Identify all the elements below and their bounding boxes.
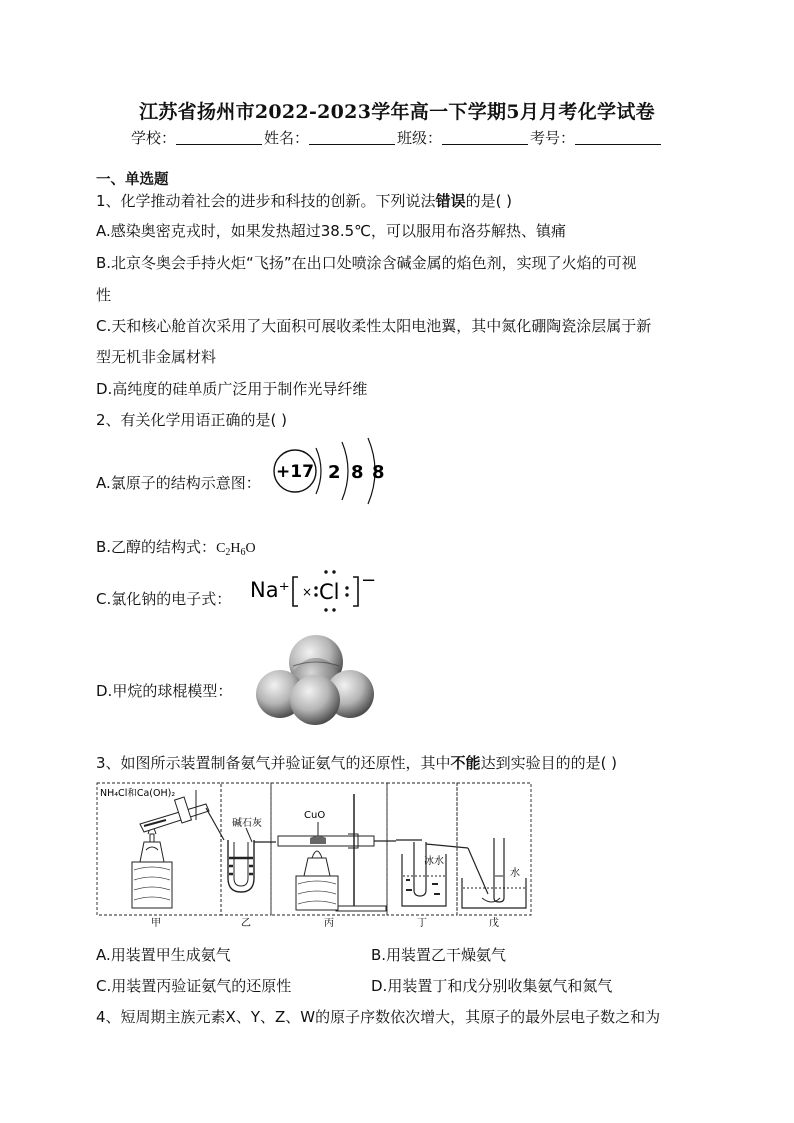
label-ding: 丁 [417, 918, 427, 929]
q3-stem [96, 752, 617, 773]
class-blank[interactable] [442, 130, 528, 145]
dot [345, 593, 348, 596]
ethanol-formula [216, 541, 256, 556]
soda-lime-label: 碱石灰 [232, 818, 262, 829]
right-bracket [353, 577, 358, 606]
sodium-ion: Na⁺ [250, 578, 290, 602]
test-tube [140, 804, 209, 832]
school-label: 学校： [130, 129, 176, 147]
alcohol-lamp-jia [140, 842, 164, 862]
q4-stem: 4、短周期主族元素X、Y、Z、W的原子序数依次增大，其原子的最外层电子数之和为 [96, 1008, 661, 1026]
q3-option-b: B.用装置乙干燥氨气 [371, 946, 507, 964]
q1-option-b-line1: B.北京冬奥会手持火炬“飞扬”在出口处喷涂含碱金属的焰色剂，实现了火焰的可视 [96, 254, 637, 272]
q1-stem-text: 1、化学推动着社会的进步和科技的创新。下列说法 [96, 192, 436, 210]
soda-lime-granules [229, 858, 253, 874]
cuo-label: CuO [304, 810, 326, 821]
q1-option-a: A.感染奥密克戎时，如果发热超过38.5℃，可以服用布洛芬解热、镇痛 [96, 222, 567, 240]
alcohol-lamp-bing [304, 858, 330, 876]
chlorine-atom-diagram [268, 436, 388, 506]
label-wu: 戊 [489, 918, 499, 929]
student-info-line [0, 127, 794, 148]
shell-arc-1 [316, 448, 321, 494]
dot [314, 586, 317, 589]
shell-2-electrons: 8 [351, 462, 364, 483]
dot [332, 608, 335, 611]
q1-option-c-line2: 型无机非金属材料 [96, 348, 217, 366]
q2-option-a-label: A.氯原子的结构示意图： [96, 474, 261, 492]
shell-3-electrons: 8 [372, 462, 385, 483]
u-tube-inner [234, 842, 248, 886]
formula-c: C [216, 541, 226, 556]
label-jia: 甲 [151, 918, 161, 929]
q2-stem: 2、有关化学用语正确的是( ) [96, 411, 288, 429]
dot [314, 593, 317, 596]
formula-c-sub: 2 [225, 547, 231, 558]
q2-option-d-label: D.甲烷的球棍模型： [96, 682, 233, 700]
label-yi: 乙 [241, 918, 251, 929]
q2-option-b-label: B.乙醇的结构式： [96, 538, 217, 556]
flame-bing [312, 851, 322, 858]
q3-option-d: D.用装置丁和戊分别收集氨气和氮气 [371, 977, 613, 995]
formula-h: H [230, 541, 241, 556]
nacl-electron-formula [248, 566, 388, 616]
ice-water-label: 冰水 [424, 856, 444, 867]
reagent-label: NH₄Cl和Ca(OH)₂ [100, 788, 176, 799]
q3-option-a: A.用装置甲生成氨气 [96, 946, 231, 964]
q3-stem-emphasis: 不能 [450, 754, 481, 772]
q1-stem-emphasis: 错误 [435, 192, 466, 210]
negative-charge: − [361, 570, 377, 591]
cross-electron: × [302, 585, 313, 599]
dot [345, 586, 348, 589]
gas-collecting-tube [494, 838, 504, 902]
water-label: 水 [510, 868, 520, 879]
q3-stem-tail: 达到实验目的的是( ) [480, 754, 618, 772]
q1-option-d: D.高纯度的硅单质广泛用于制作光导纤维 [96, 380, 368, 398]
school-blank[interactable] [176, 130, 262, 145]
dot [324, 570, 327, 573]
q1-stem [96, 190, 512, 211]
apparatus-figure [96, 780, 534, 930]
name-label: 姓名： [263, 129, 309, 147]
chlorine-symbol: Cl [319, 580, 340, 604]
lamp-wick [150, 834, 154, 842]
ice-pieces [406, 880, 440, 894]
methane-model [253, 632, 377, 726]
q3-stem-text: 3、如图所示装置制备氨气并验证氨气的还原性，其中 [96, 754, 451, 772]
formula-h-sub: 6 [240, 547, 246, 558]
number-label: 考号： [530, 129, 576, 147]
q2-option-c-label: C.氯化钠的电子式： [96, 590, 232, 608]
number-blank[interactable] [575, 130, 661, 145]
soda-lime-pointer [246, 828, 252, 842]
iron-stand-base [336, 906, 386, 911]
exam-title: 江苏省扬州市2022-2023学年高一下学期5月月考化学试卷 [139, 101, 655, 123]
shell-arc-2 [342, 442, 348, 500]
section-heading: 一、单选题 [96, 172, 169, 188]
nucleus-charge: +17 [276, 462, 314, 482]
label-bing: 丙 [324, 918, 334, 929]
q1-stem-tail: 的是( ) [465, 192, 513, 210]
q1-option-c-line1: C.天和核心舱首次采用了大面积可展收柔性太阳电池翼，其中氮化硼陶瓷涂层属于新 [96, 317, 652, 335]
dot [324, 608, 327, 611]
left-bracket [293, 577, 298, 606]
cuo-powder [310, 836, 326, 844]
hydrogen-ball-front [290, 675, 340, 725]
formula-o: O [245, 541, 256, 556]
class-label: 班级： [397, 129, 443, 147]
q2-option-b [96, 536, 256, 558]
q1-option-b-line2: 性 [96, 286, 112, 304]
dot [332, 570, 335, 573]
connector-ding-wu [426, 844, 468, 848]
name-blank[interactable] [309, 130, 395, 145]
collection-tube [414, 842, 426, 896]
shell-1-electrons: 2 [328, 462, 341, 483]
delivery-tube-wu [468, 848, 488, 894]
q3-option-c: C.用装置丙验证氨气的还原性 [96, 977, 292, 995]
